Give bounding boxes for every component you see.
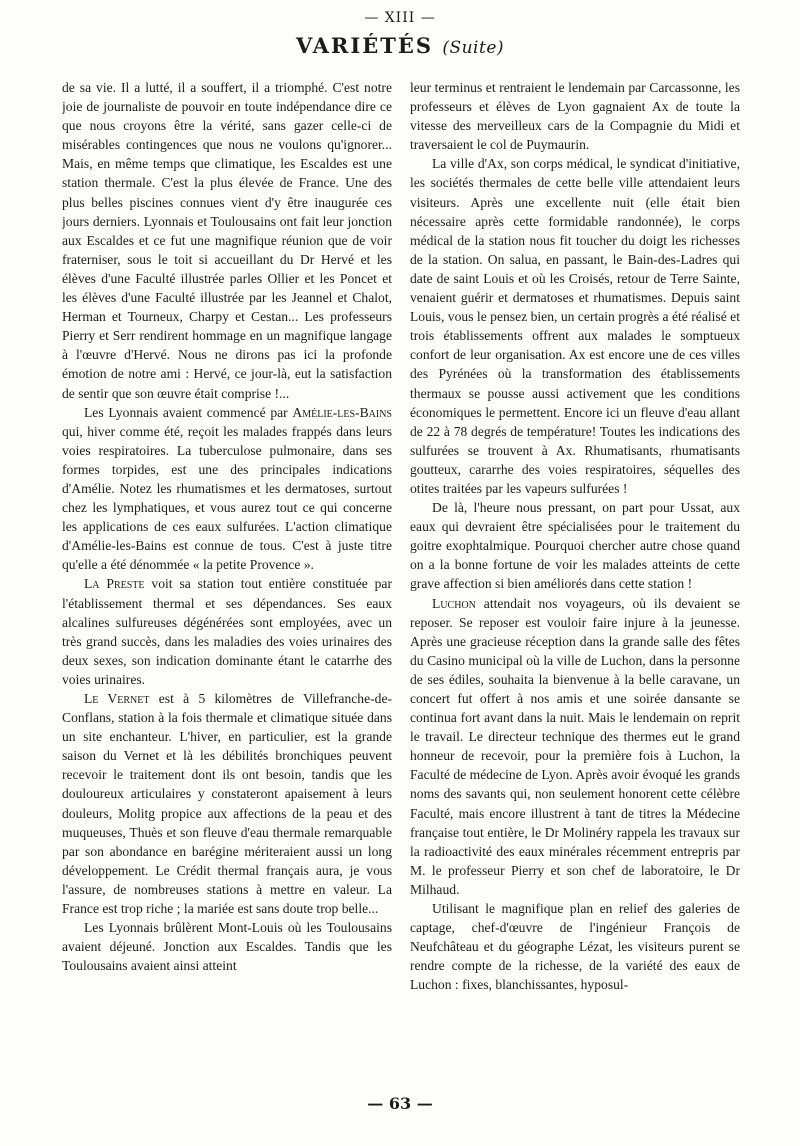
paragraph-text: attendait nos voyageurs, où ils devaient se reposer. Se reposer est vouloir faire injure à la jeunesse. Après une gracieuse réception dans la grande salle des fêtes du Casino municipal où la ville de Luchon, dans la personne de ses édiles, souhaita la bienvenue à la belle caravane, un concert fut offert à nos amis et une soirée dansante se continua fort avant dans la nuit. Mais le lendemain on reprit le travail. Le directeur technique des thermes eut le grand honneur de recevoir, pour la première fois à Luchon, la Faculté de médecine de Lyon. Après avoir évoqué les grands noms des savants qui, non seulement honorent cette célèbre Faculté, mais encore illustrent à tant de titres la Médecine française tout entière, le Dr Molinéry rappela les travaux sur la radioactivité des eaux minérales récemment entrepris par M. le professeur Pierry et son chef de laboratoire, le Dr Milhaud. <box>410 595 740 897</box>
place-name: Le Vernet <box>84 691 150 706</box>
paragraph: de sa vie. Il a lutté, il a souffert, il a triomphé. C'est notre joie de journaliste de pouvoir en toute indépendance dire ce que nous croyons être la vérité, sans gazer celle-ci de misérables contingences que nous ne voulons qu'ignorer... Mais, en même temps que climatique, les Escaldes est une station thermale. C'est la plus élevée de France. Une des plus belles piscines connues vient d'y être inaugurée ces jours derniers. Lyonnais et Toulousains ont fait leur jonction aux Escaldes et ce fut une magnifique réunion que de voir fraterniser, sous le toit si accueillant du Dr Hervé et les élèves d'une Faculté illustrée parles Ollier et les Poncet et les élèves d'une Faculté illustrée par les Jeannel et Chalot, Herman et Tourneux, Charpy et Cestan... Les professeurs Pierry et Serr rendirent hommage en un magnifique langage à l'œuvre d'Hervé. Nous ne dirons pas ici la profonde émotion de notre ami : Hervé, ce jour-là, eut la satisfaction de sentir que son œuvre était comprise !... <box>62 80 392 401</box>
paragraph: La ville d'Ax, son corps médical, le syndicat d'initiative, les sociétés thermales de cette belle ville attendaient leurs visiteurs. Après une excellente nuit (elle était bien nécessaire après cette formidable randonnée), le corps médical de la station nous fit toucher du doigt les richesses de la station. On salua, en passant, le Bain-des-Ladres qui date de saint Louis et où les Croisés, retour de Terre Sainte, venaient guérir et dermatoses et rhumatismes. Depuis saint Louis, vous le pensez bien, un certain progrès a été réalisé et trois établissements offrent aux malades le somptueux confort de leur organisation. Ax est encore une de ces villes des Pyrénées où la transformation des établissements thermaux se pousse aussi activement que les conditions économiques le permettent. Encore ici un fleuve d'eau allant de 22 à 78 degrés de température! Toutes les indications des sulfurées se trouvent à Ax. Rhumatisants, rhumatisants goutteux, cararrhe des voies respiratoires, séquelles des otites traitées par les vapeurs sulfurées ! <box>410 156 740 496</box>
paragraph-la-preste <box>62 574 392 689</box>
paragraph: leur terminus et rentraient le lendemain par Carcassonne, les professeurs et élèves de Lyon gagnaient Ax de toute la vitesse des merveilleux cars de la Compagnie du Midi et traversaient le col de Puymaurin. <box>410 80 740 153</box>
paragraph-le-vernet <box>62 689 392 918</box>
paragraph-text: est à 5 kilomètres de Villefranche-de-Conflans, station à la fois thermale et climatique située dans un site enchanteur. L'hiver, en particulier, est la grande saison du Vernet et là les débilités bronchiques peuvent recevoir le traitement dont ils ont besoin, tandis que les douloureux articulaires y constateront apaisement à leurs douleurs, Molitg propice aux affections de la peau et des muqueuses, Thuès et son fleuve d'eau thermale remarquable par son abondance en barégine mériteraient aussi un long développement. Le Crédit thermal français aura, je vous l'assure, de nombreuses stations à mettre en valeur. La France est trop riche ; la mariée est sans doute trop belle... <box>62 691 392 917</box>
roman-page-number: — XIII — <box>364 10 436 26</box>
paragraph-lead: Les Lyonnais avaient commencé par <box>84 404 288 420</box>
right-column <box>410 78 740 1084</box>
paragraph-amelie <box>62 403 392 575</box>
paragraph: De là, l'heure nous pressant, on part pour Ussat, aux eaux qui devraient être spécialisées pour le traitement du goitre exophtalmique. Pourquoi chercher autre chose quand on a la bonne fortune de voir les malades atteints de cette grave affection si bien améliorés dans cette station ! <box>410 500 740 592</box>
section-subtitle: (Suite) <box>442 38 505 58</box>
paragraph: Utilisant le magnifique plan en relief des galeries de captage, chef-d'œuvre de l'ingénieur François de Neufchâteau et du géographe Lézat, les visiteurs purent se rendre compte de la richesse, de la variété des eaux de Luchon : fixes, blanchissantes, hyposul- <box>410 901 740 993</box>
place-name: La Preste <box>84 576 145 592</box>
section-title: VARIÉTÉS <box>295 33 434 58</box>
section-heading <box>0 33 800 58</box>
left-column <box>62 78 392 1084</box>
place-name: Amélie-les-Bains <box>292 404 392 420</box>
paragraph-text: qui, hiver comme été, reçoit les malades frappés dans leurs voies respiratoires. La tuberculose pulmonaire, dans ses formes torpides, est une des principales indications d'Amélie. Notez les rhumatismes et les dermatoses, surtout chez les lymphatiques, et vous aurez tout ce qui concerne les applications de ces eaux sulfurées. L'action climatique d'Amélie-les-Bains est connue de tous. C'est à juste titre qu'elle a été dénommée « la petite Provence ». <box>62 423 392 573</box>
page-number: — 63 — <box>367 1094 433 1113</box>
place-name: Luchon <box>432 595 476 611</box>
paragraph: Les Lyonnais brûlèrent Mont-Louis où les Toulousains avaient déjeuné. Jonction aux Escaldes. Tandis que les Toulousains avaient ainsi atteint <box>62 920 392 974</box>
paragraph-text: voit sa station tout entière constituée par l'établissement thermal et ses dépendances. Ses eaux alcalines sulfureuses dégénérées sont employées, avec un très grand succès, dans les maladies des voies urinaires des deux sexes, son indication dominante étant le catarrhe des voies urinaires. <box>62 576 392 687</box>
paragraph-luchon <box>410 594 740 900</box>
